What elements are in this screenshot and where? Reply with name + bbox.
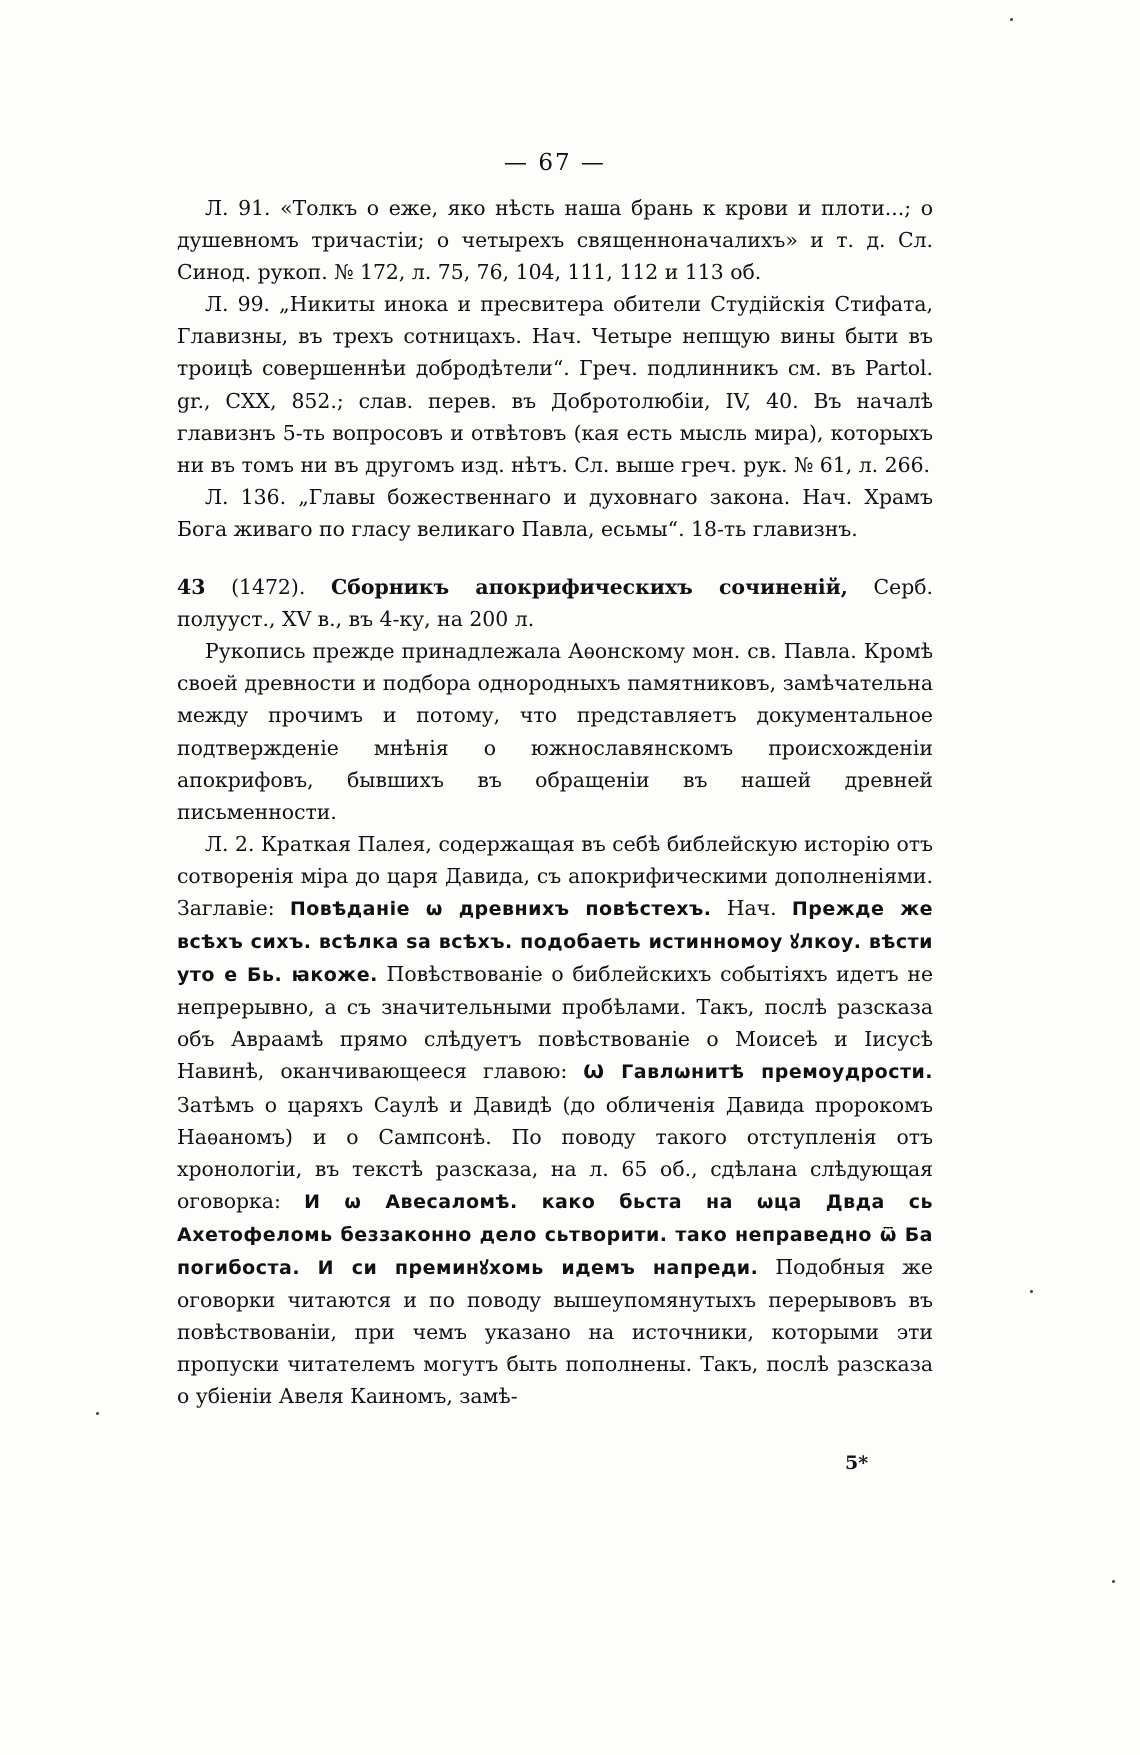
entry-description: Серб. полууст., XV в., въ 4-ку, на 200 л. <box>177 575 934 632</box>
entry-number: 43 <box>177 575 206 600</box>
paragraph-l136: Л. 136. „Главы божественнаго и духовнаго закона. Нач. Храмъ Бога живаго по гласу великаго Павла, есьмы“. 18-ть главизнъ. <box>177 484 933 541</box>
page-number: — 67 — <box>504 150 606 176</box>
entry-year: (1472). <box>231 575 306 600</box>
l2-intro: Л. 2. Краткая Палея, содержащая въ себѣ библейскую исторію отъ сотворенія міра до царя Давида, съ апокрифическими дополненіями. Заглавіе: <box>177 831 933 920</box>
l2-title-slavonic: Повѣданіе ѡ древнихъ повѣстехъ. <box>289 897 712 920</box>
entry-heading <box>177 571 933 635</box>
paragraph-l91: Л. 91. «Толкъ о еже, яко нѣсть наша брань к крови и плоти...; о душевномъ тричастіи; о четырехъ священноначалихъ» и т. д. Сл. Синод. рукоп. № 172, л. 75, 76, 104, 111, 112 и 113 об. <box>177 196 933 285</box>
paragraph-l2 <box>177 828 933 1413</box>
l2-chapter-slavonic: Ѡ Гавлѡнитѣ премоудрости. <box>583 1061 934 1084</box>
paragraph-l99: Л. 99. „Никиты инока и пресвитера обители Студійскія Стифата, Главизны, въ трехъ сотницахъ. Нач. Четыре непщую вины быти въ троицѣ совершеннѣи добродѣтели“. Греч. подлинникъ см. въ Partol. gr., CXX, 852.; слав. перев. въ Добротолюбіи, IV, 40. Въ началѣ главизнъ 5-ть вопросовъ и отвѣтовъ (кая есть мысль мира), которыхъ ни въ томъ ни въ другомъ изд. нѣтъ. Сл. выше греч. рук. № 61, л. 266. <box>177 292 933 477</box>
signature-mark: 5* <box>845 1452 869 1474</box>
page-body <box>177 150 933 1412</box>
paragraph-provenance: Рукопись прежде принадлежала Аѳонскому мон. св. Павла. Кромѣ своей древности и подбора однородныхъ памятниковъ, замѣчательна между прочимъ и потому, что представляетъ документальное подтвержденіе мнѣнія о южнославянскомъ происхожденіи апокрифовъ, бывшихъ въ обращеніи въ нашей древней письменности. <box>177 639 933 824</box>
paper-speck <box>1030 1290 1033 1293</box>
paper-speck <box>1112 1580 1115 1583</box>
l2-incipit-slavonic: Прежде же всѣхъ сихъ. всѣлка ѕа всѣхъ. подобаеть истинномоу ꙋлкоу. вѣсти уто е Бь. ꙗкоже. <box>177 897 934 987</box>
l2-body-3: Подобныя же оговорки читаются и по поводу вышеупомянутыхъ перерывовъ въ повѣствованіи, при чемъ указано на источники, которыми эти пропуски читателемъ могутъ быть пополнены. Такъ, послѣ разсказа о убіеніи Авеля Каиномъ, замѣ- <box>177 1255 933 1409</box>
l2-note-slavonic: И ѡ Авесаломѣ. како бьста на ѡца Двда сь Ахетофеломь беззаконно дело сьтворити. тако неправедно ѿ Ба погибоста. И си преминꙋхомь идемъ напреди. <box>177 1190 933 1279</box>
paper-speck <box>96 1412 99 1415</box>
l2-nach: Нач. <box>726 895 777 920</box>
l2-body-2: Затѣмъ о царяхъ Саулѣ и Давидѣ (до обличенія Давида пророкомъ Наѳаномъ) и о Сампсонѣ. По поводу такого отступленія отъ хронологіи, въ текстѣ разсказа, на л. 65 об., сдѣлана слѣдующая оговорка: <box>177 1092 933 1213</box>
l2-body-1: Повѣствованіе о библейскихъ событіяхъ идетъ не непрерывно, а съ значительными пробѣлами. Такъ, послѣ разсказа объ Авраамѣ прямо слѣдуетъ повѣствованіе о Моисеѣ и Іисусѣ Навинѣ, оканчивающееся главою: <box>177 962 934 1084</box>
entry-title: Сборникъ апокрифическихъ сочиненій, <box>331 575 848 600</box>
paper-speck <box>1010 18 1013 21</box>
